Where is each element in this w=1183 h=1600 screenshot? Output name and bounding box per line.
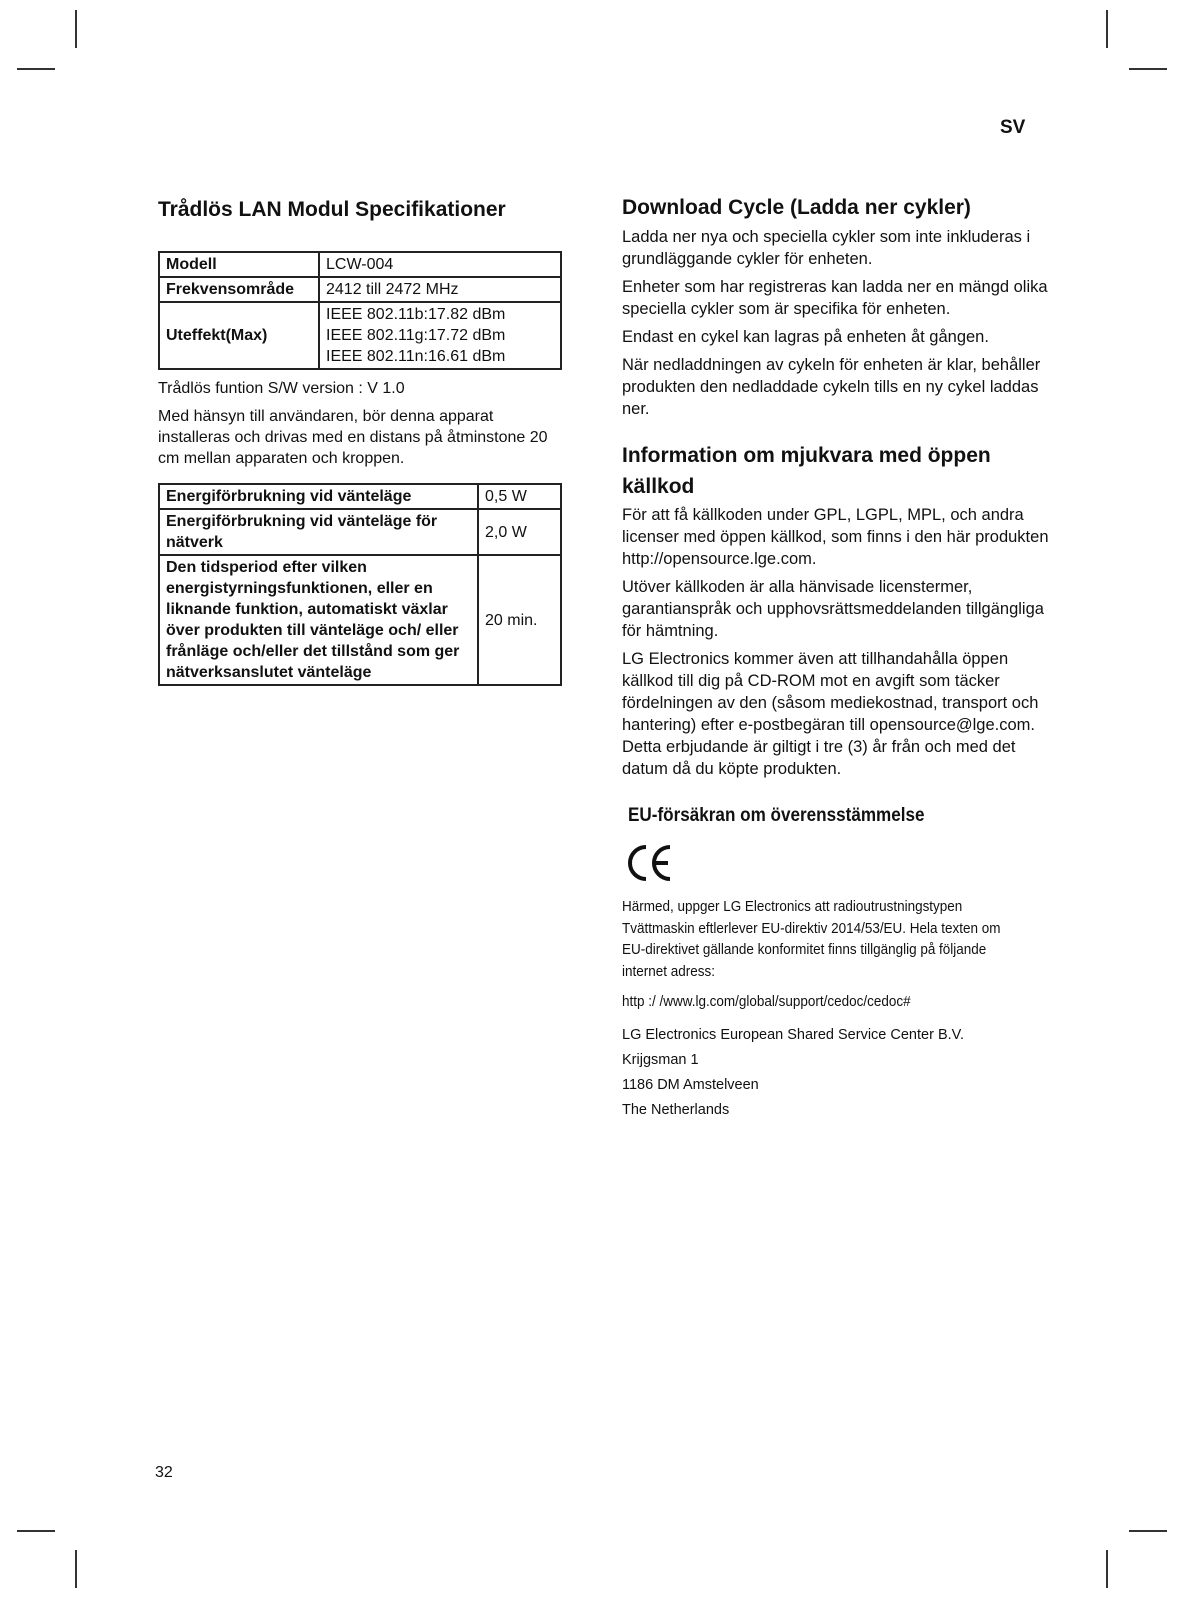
- spec-value-line: IEEE 802.11n:16.61 dBm: [326, 348, 506, 365]
- power-table: [158, 483, 562, 686]
- power-value: 20 min.: [478, 555, 561, 685]
- spec-label: Frekvensområde: [159, 277, 319, 302]
- power-value: 0,5 W: [478, 484, 561, 509]
- spec-value: LCW-004: [319, 252, 561, 277]
- crop-mark: [1106, 10, 1108, 48]
- download-paragraph: Ladda ner nya och speciella cykler som inte inkluderas i grundläggande cykler för enheten.: [622, 228, 1031, 268]
- eu-declaration-title: EU-försäkran om överensstämmelse: [628, 805, 925, 826]
- spec-value-line: IEEE 802.11g:17.72 dBm: [326, 327, 506, 344]
- page-number: 32: [155, 1464, 173, 1481]
- language-code: SV: [1000, 117, 1026, 138]
- download-paragraph: När nedladdningen av cykeln för enheten är klar, behåller produkten den nedladdade cykeln tills en ny cykel laddas ner.: [622, 356, 1041, 418]
- eu-url: http :/ /www.lg.com/global/support/cedoc/cedoc#: [622, 994, 911, 1010]
- distance-note: Med hänsyn till användaren, bör denna apparat installeras och drivas med en distans på åtminstone 20 cm mellan apparaten och kroppen.: [158, 408, 548, 467]
- table-row: [159, 509, 561, 555]
- right-column: [622, 194, 1052, 1123]
- crop-mark: [1129, 1530, 1167, 1532]
- open-source-paragraph: Utöver källkoden är alla hänvisade licenstermer, garantianspråk och upphovsrättsmeddelanden tillgängliga för hämtning.: [622, 578, 1044, 640]
- spec-value: [319, 302, 561, 369]
- crop-mark: [1129, 68, 1167, 70]
- spec-label: Modell: [159, 252, 319, 277]
- download-paragraph: Enheter som har registreras kan ladda ner en mängd olika speciella cykler som är specifika för enheten.: [622, 278, 1048, 318]
- open-source-title: Information om mjukvara med öppen källkod: [622, 444, 991, 498]
- left-column: [158, 196, 568, 686]
- crop-mark: [1106, 1550, 1108, 1588]
- address-line: LG Electronics European Shared Service Center B.V.: [622, 1026, 965, 1043]
- open-source-paragraph: För att få källkoden under GPL, LGPL, MPL, och andra licenser med öppen källkod, som finns i den här produkten http://opensource.lge.com.: [622, 506, 1049, 568]
- table-row: [159, 277, 561, 302]
- address-line: The Netherlands: [622, 1101, 730, 1118]
- power-label: Energiförbrukning vid vänteläge: [159, 484, 478, 509]
- table-row: [159, 555, 561, 685]
- spec-value-line: IEEE 802.11b:17.82 dBm: [326, 306, 506, 323]
- power-label: Energiförbrukning vid vänteläge för nätverk: [159, 509, 478, 555]
- eu-statement: Härmed, uppger LG Electronics att radioutrustningstypen Tvättmaskin eftlerlever EU-direktiv 2014/53/EU. Hela texten om EU-direktivet gällande konformitet finns tillgänglig på följande internet adress:: [622, 899, 1001, 980]
- wireless-spec-title: Trådlös LAN Modul Specifikationer: [158, 198, 506, 221]
- spec-label: Uteffekt(Max): [159, 302, 319, 369]
- table-row: [159, 252, 561, 277]
- crop-mark: [75, 10, 77, 48]
- crop-mark: [17, 1530, 55, 1532]
- power-label: Den tidsperiod efter vilken energistyrningsfunktionen, eller en liknande funktion, automatiskt växlar över produkten till vänteläge och/ eller frånläge och/eller det tillstånd som ger nätverksanslutet vänteläge: [159, 555, 478, 685]
- table-row: [159, 484, 561, 509]
- address-line: 1186 DM Amstelveen: [622, 1076, 759, 1093]
- download-paragraph: Endast en cykel kan lagras på enheten åt gången.: [622, 328, 989, 346]
- power-value: 2,0 W: [478, 509, 561, 555]
- address-line: Krijgsman 1: [622, 1051, 699, 1068]
- ce-mark-icon: [626, 842, 674, 884]
- sw-version: Trådlös funtion S/W version : V 1.0: [158, 380, 405, 397]
- wireless-spec-table: [158, 251, 562, 370]
- crop-mark: [17, 68, 55, 70]
- crop-mark: [75, 1550, 77, 1588]
- table-row: [159, 302, 561, 369]
- download-cycle-title: Download Cycle (Ladda ner cykler): [622, 196, 971, 219]
- spec-value: 2412 till 2472 MHz: [319, 277, 561, 302]
- open-source-paragraph: LG Electronics kommer även att tillhandahålla öppen källkod till dig på CD-ROM mot en avgift som täcker fördelningen av den (såsom mediekostnad, transport och hantering) efter e-postbegäran till opensource@lge.com. Detta erbjudande är giltigt i tre (3) år från och med det datum då du köpte produkten.: [622, 650, 1039, 778]
